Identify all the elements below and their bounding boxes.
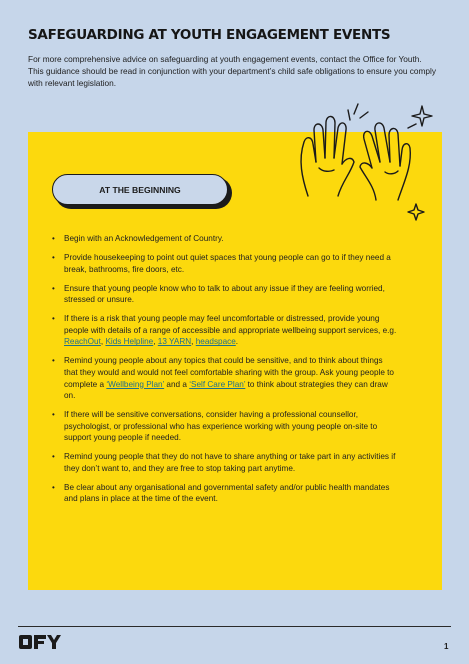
bullet-icon: • [52, 410, 55, 420]
separator: , [100, 337, 106, 347]
list-item [52, 313, 398, 348]
guidance-list [52, 233, 398, 512]
list-item [52, 233, 398, 245]
bullet-icon: • [52, 482, 55, 492]
link-reachout[interactable]: ReachOut [64, 337, 101, 347]
list-item-text: Remind young people that they do not have to share anything or take part in any activities if they don’t want to, and they are free to stop taking part anytime. [64, 452, 396, 473]
list-item-text: Remind young people about any topics that could be sensitive, and to think about things that they would and would not feel comfortable sharing with the group. Ask young people to complete a [64, 356, 394, 389]
sparkle-icon [408, 204, 424, 220]
page-title: SAFEGUARDING AT YOUTH ENGAGEMENT EVENTS [28, 27, 391, 43]
sparkle-icon [412, 106, 432, 126]
list-item [52, 451, 398, 474]
list-item-text: Provide housekeeping to point out quiet spaces that young people can go to if they need a break, bathrooms, fire doors, etc. [64, 252, 391, 274]
list-item [52, 355, 398, 401]
section-heading: AT THE BEGINNING [52, 174, 228, 205]
ofy-logo [18, 634, 64, 650]
list-item-text: Ensure that young people know who to talk to about any issue if they are feeling worried, stressed or unsure. [64, 283, 385, 305]
bullet-icon: • [52, 314, 55, 324]
list-item-text: to think about strategies they can draw on. [64, 379, 388, 401]
bullet-icon: • [52, 356, 55, 366]
separator: , [153, 337, 158, 347]
link-self-care-plan[interactable]: ‘Self Care Plan’ [189, 379, 246, 389]
link-kids-helpline[interactable]: Kids Helpline [105, 337, 154, 347]
list-item-text: If there will be sensitive conversations, consider having a professional counsellor, psychologist, or professional who has experience working with young people on-site to support young people if needed. [64, 410, 378, 443]
list-item [52, 283, 398, 306]
page-number: 1 [444, 642, 449, 651]
link-wellbeing-plan[interactable]: ‘Wellbeing Plan’ [106, 379, 165, 389]
link-headspace[interactable]: headspace [195, 337, 236, 347]
list-item [52, 482, 398, 505]
link-13-yarn[interactable]: 13 YARN [157, 337, 192, 347]
separator: , [191, 337, 196, 347]
intro-paragraph: For more comprehensive advice on safeguarding at youth engagement events, contact the Office for Youth. This guidance should be read in conjunction with your department’s child safe obligations to ensure you comply with relevant legislation. [28, 54, 437, 89]
list-item-text: If there is a risk that young people may feel uncomfortable or distressed, provide young people with details of a range of accessible and appropriate wellbeing support services, e.g. [64, 314, 397, 335]
bullet-icon: • [52, 234, 55, 243]
bullet-icon: • [52, 283, 55, 293]
list-item [52, 409, 398, 444]
list-item-text: Be clear about any organisational and governmental safety and/or public health mandates and plans in place at the time of the event. [64, 482, 390, 504]
list-item-text: and a [164, 379, 190, 389]
bullet-icon: • [52, 452, 55, 462]
list-item-text: . [235, 337, 239, 347]
high-five-hands-illustration [290, 100, 440, 225]
bullet-icon: • [52, 252, 55, 262]
list-item [52, 252, 398, 275]
list-item-text: Begin with an Acknowledgement of Country. [64, 234, 224, 243]
footer-divider [18, 626, 451, 627]
